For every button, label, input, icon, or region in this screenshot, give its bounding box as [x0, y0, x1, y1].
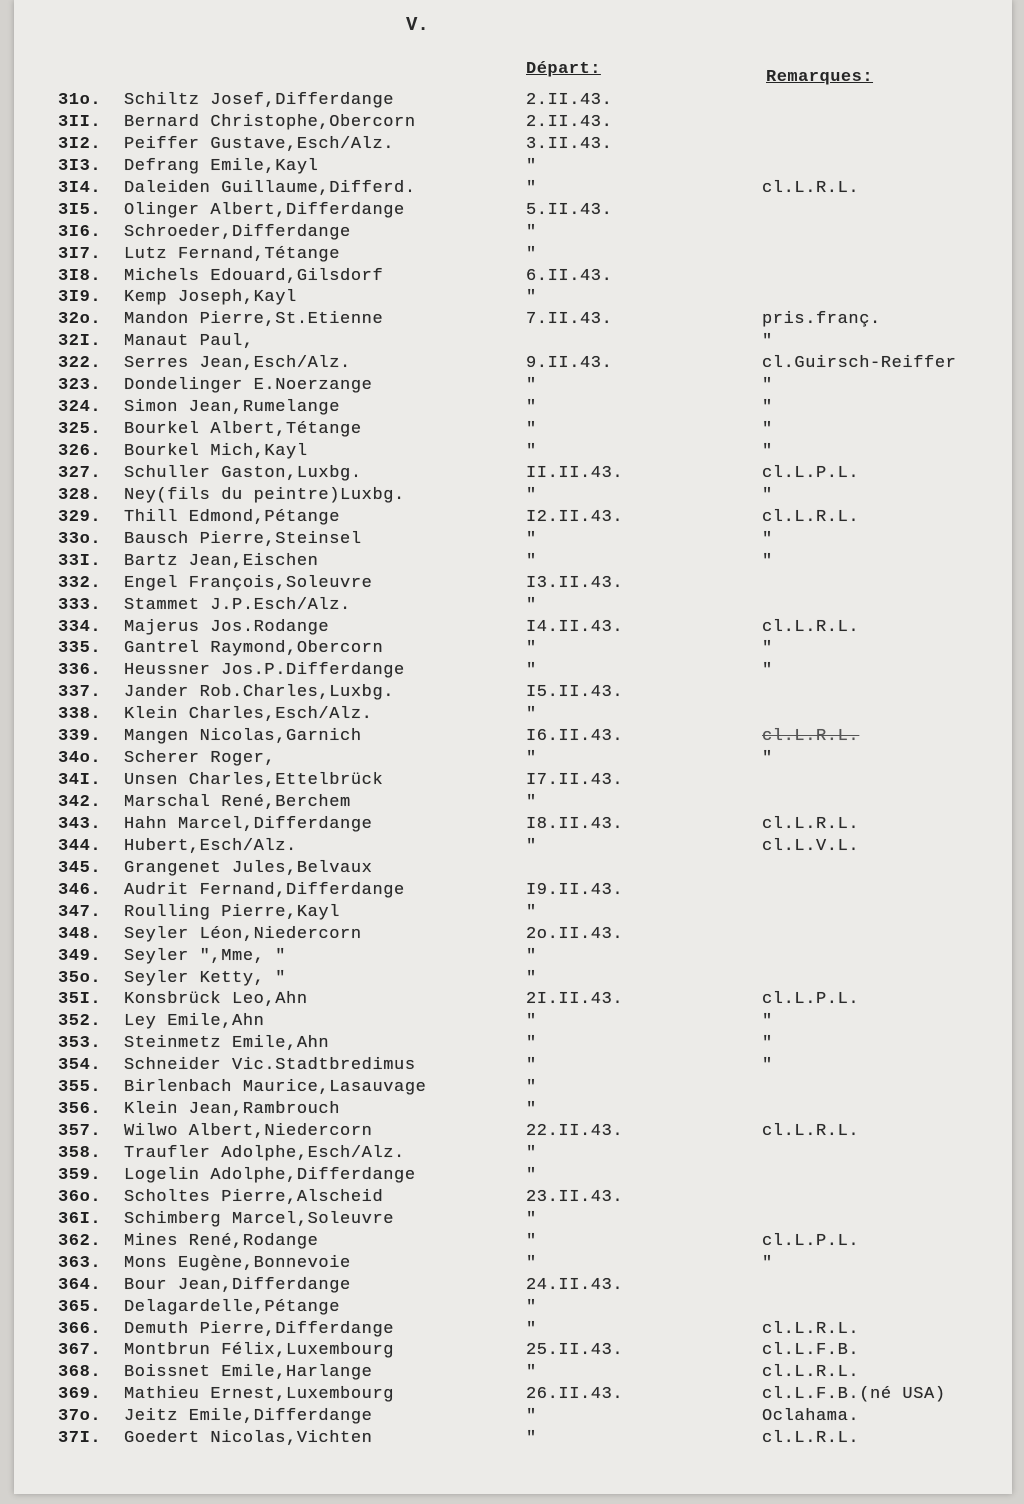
- entry-name: Schiltz Josef,Differdange: [124, 91, 395, 110]
- entry-departure-date: 3.II.43.: [526, 134, 613, 154]
- entry-departure-date: 2.II.43.: [526, 91, 613, 110]
- list-item: [14, 881, 1012, 903]
- entry-name: Lutz Fernand,Tétange: [124, 244, 341, 264]
- entry-number: 327.: [58, 463, 102, 483]
- entry-number: 353.: [58, 1034, 102, 1054]
- entries-list: [14, 91, 1012, 1451]
- entry-departure-date: ": [526, 1429, 537, 1449]
- entry-name: Kemp Joseph,Kayl: [124, 288, 297, 308]
- entry-name: Scholtes Pierre,Alscheid: [124, 1187, 384, 1207]
- list-item: [14, 420, 1012, 442]
- page-number: V.: [406, 14, 429, 36]
- entry-number: 3I9.: [58, 288, 102, 308]
- entry-remark: ": [762, 485, 773, 505]
- entry-number: 37o.: [58, 1407, 102, 1427]
- entry-name: Dondelinger E.Noerzange: [124, 376, 373, 396]
- entry-number: 3I8.: [58, 266, 102, 286]
- list-item: [14, 1144, 1012, 1166]
- entry-departure-date: I3.II.43.: [526, 573, 624, 593]
- list-item: [14, 267, 1012, 289]
- entry-departure-date: ": [526, 288, 537, 308]
- list-item: [14, 1385, 1012, 1407]
- entry-number: 31o.: [58, 91, 102, 110]
- list-item: [14, 1341, 1012, 1363]
- list-item: [14, 1254, 1012, 1276]
- entry-departure-date: I5.II.43.: [526, 683, 624, 703]
- entry-departure-date: 6.II.43.: [526, 266, 613, 286]
- entry-number: 3I3.: [58, 156, 102, 176]
- entry-number: 322.: [58, 354, 102, 374]
- entry-departure-date: ": [526, 902, 537, 922]
- entry-number: 34I.: [58, 771, 102, 791]
- entry-departure-date: ": [526, 1012, 537, 1032]
- entry-remark: ": [762, 551, 773, 571]
- column-header-depart: Départ:: [526, 60, 601, 79]
- entry-name: Bartz Jean,Eischen: [124, 551, 319, 571]
- entry-departure-date: ": [526, 1253, 537, 1273]
- entry-departure-date: II.II.43.: [526, 463, 624, 483]
- entry-departure-date: ": [526, 1078, 537, 1098]
- entry-remark: cl.L.R.L.: [762, 178, 860, 198]
- entry-number: 368.: [58, 1363, 102, 1383]
- list-item: [14, 1034, 1012, 1056]
- entry-number: 33I.: [58, 551, 102, 571]
- entry-number: 3II.: [58, 112, 102, 132]
- entry-number: 335.: [58, 639, 102, 659]
- entry-name: Stammet J.P.Esch/Alz.: [124, 595, 351, 615]
- entry-departure-date: I2.II.43.: [526, 507, 624, 527]
- entry-name: Audrit Fernand,Differdange: [124, 880, 405, 900]
- list-item: [14, 947, 1012, 969]
- entry-name: Hahn Marcel,Differdange: [124, 814, 373, 834]
- entry-name: Schuller Gaston,Luxbg.: [124, 463, 362, 483]
- list-item: [14, 354, 1012, 376]
- entry-name: Bernard Christophe,Obercorn: [124, 112, 416, 132]
- entry-name: Montbrun Félix,Luxembourg: [124, 1341, 395, 1361]
- entry-number: 363.: [58, 1253, 102, 1273]
- list-item: [14, 683, 1012, 705]
- entry-name: Olinger Albert,Differdange: [124, 200, 405, 220]
- entry-number: 338.: [58, 705, 102, 725]
- list-item: [14, 464, 1012, 486]
- entry-departure-date: 23.II.43.: [526, 1187, 624, 1207]
- entry-departure-date: ": [526, 156, 537, 176]
- entry-number: 367.: [58, 1341, 102, 1361]
- list-item: [14, 1188, 1012, 1210]
- entry-name: Majerus Jos.Rodange: [124, 617, 330, 637]
- entry-departure-date: ": [526, 639, 537, 659]
- list-item: [14, 1012, 1012, 1034]
- entry-departure-date: ": [526, 705, 537, 725]
- entry-departure-date: 25.II.43.: [526, 1341, 624, 1361]
- list-item: [14, 530, 1012, 552]
- list-item: [14, 1276, 1012, 1298]
- entry-number: 359.: [58, 1165, 102, 1185]
- list-item: [14, 1429, 1012, 1451]
- entry-departure-date: 9.II.43.: [526, 354, 613, 374]
- entry-number: 33o.: [58, 529, 102, 549]
- entry-remark: cl.L.R.L.: [762, 1122, 860, 1142]
- entry-name: Daleiden Guillaume,Differd.: [124, 178, 416, 198]
- entry-departure-date: ": [526, 1319, 537, 1339]
- entry-departure-date: ": [526, 836, 537, 856]
- entry-name: Ney(fils du peintre)Luxbg.: [124, 485, 405, 505]
- entry-name: Peiffer Gustave,Esch/Alz.: [124, 134, 395, 154]
- entry-number: 37I.: [58, 1429, 102, 1449]
- entry-remark: ": [762, 529, 773, 549]
- entry-remark: ": [762, 420, 773, 440]
- entry-departure-date: ": [526, 1231, 537, 1251]
- entry-name: Bourkel Albert,Tétange: [124, 420, 362, 440]
- entry-name: Simon Jean,Rumelange: [124, 398, 341, 418]
- entry-number: 355.: [58, 1078, 102, 1098]
- list-item: [14, 903, 1012, 925]
- list-item: [14, 1298, 1012, 1320]
- entry-name: Michels Edouard,Gilsdorf: [124, 266, 384, 286]
- list-item: [14, 1363, 1012, 1385]
- entry-number: 333.: [58, 595, 102, 615]
- entry-name: Boissnet Emile,Harlange: [124, 1363, 373, 1383]
- entry-remark: cl.L.R.L.: [762, 814, 860, 834]
- list-item: [14, 442, 1012, 464]
- entry-number: 3I7.: [58, 244, 102, 264]
- list-item: [14, 376, 1012, 398]
- entry-remark: cl.L.P.L.: [762, 990, 860, 1010]
- entry-name: Traufler Adolphe,Esch/Alz.: [124, 1144, 405, 1163]
- list-item: [14, 113, 1012, 135]
- entry-number: 349.: [58, 946, 102, 966]
- list-item: [14, 398, 1012, 420]
- entry-name: Mines René,Rodange: [124, 1231, 319, 1251]
- entry-departure-date: ": [526, 398, 537, 418]
- entry-number: 364.: [58, 1275, 102, 1295]
- entry-number: 345.: [58, 858, 102, 878]
- entry-remark: ": [762, 1253, 773, 1273]
- entry-departure-date: 26.II.43.: [526, 1385, 624, 1405]
- entry-name: Steinmetz Emile,Ahn: [124, 1034, 330, 1054]
- list-item: [14, 508, 1012, 530]
- entry-remark: Oclahama.: [762, 1407, 860, 1427]
- entry-name: Delagardelle,Pétange: [124, 1297, 341, 1317]
- entry-departure-date: ": [526, 442, 537, 461]
- list-item: [14, 639, 1012, 661]
- entry-departure-date: I9.II.43.: [526, 880, 624, 900]
- list-item: [14, 157, 1012, 179]
- entry-number: 362.: [58, 1231, 102, 1251]
- list-item: [14, 1166, 1012, 1188]
- entry-remark: ": [762, 332, 773, 352]
- entry-name: Thill Edmond,Pétange: [124, 507, 341, 527]
- entry-remark: cl.L.F.B.: [762, 1341, 860, 1361]
- list-item: [14, 486, 1012, 508]
- list-item: [14, 749, 1012, 771]
- entry-departure-date: ": [526, 244, 537, 264]
- list-item: [14, 618, 1012, 640]
- entry-name: Mangen Nicolas,Garnich: [124, 727, 362, 747]
- entry-number: 357.: [58, 1122, 102, 1142]
- entry-remark: ": [762, 398, 773, 418]
- list-item: [14, 574, 1012, 596]
- list-item: [14, 1232, 1012, 1254]
- list-item: [14, 837, 1012, 859]
- entry-departure-date: ": [526, 1165, 537, 1185]
- entry-remark: ": [762, 639, 773, 659]
- entry-remark: ": [762, 1012, 773, 1032]
- entry-remark: cl.L.F.B.(né USA): [762, 1385, 946, 1405]
- entry-name: Schroeder,Differdange: [124, 222, 351, 242]
- entry-departure-date: I6.II.43.: [526, 727, 624, 747]
- entry-departure-date: ": [526, 1100, 537, 1120]
- entry-number: 332.: [58, 573, 102, 593]
- entry-number: 3I4.: [58, 178, 102, 198]
- entry-departure-date: ": [526, 178, 537, 198]
- entry-name: Hubert,Esch/Alz.: [124, 836, 297, 856]
- entry-name: Klein Charles,Esch/Alz.: [124, 705, 373, 725]
- entry-number: 32o.: [58, 310, 102, 330]
- entry-name: Bourkel Mich,Kayl: [124, 442, 308, 461]
- entry-departure-date: 5.II.43.: [526, 200, 613, 220]
- list-item: [14, 771, 1012, 793]
- entry-number: 334.: [58, 617, 102, 637]
- entry-departure-date: 2I.II.43.: [526, 990, 624, 1010]
- list-item: [14, 925, 1012, 947]
- entry-departure-date: I8.II.43.: [526, 814, 624, 834]
- entry-departure-date: ": [526, 222, 537, 242]
- entry-name: Wilwo Albert,Niedercorn: [124, 1122, 373, 1142]
- list-item: [14, 705, 1012, 727]
- entry-number: 342.: [58, 793, 102, 812]
- entry-remark: cl.L.V.L.: [762, 836, 860, 856]
- entry-name: Schneider Vic.Stadtbredimus: [124, 1056, 416, 1076]
- entry-remark: cl.L.R.L.: [762, 617, 860, 637]
- entry-remark: ": [762, 749, 773, 769]
- entry-number: 366.: [58, 1319, 102, 1339]
- entry-name: Scherer Roger,: [124, 749, 276, 769]
- entry-remark: ": [762, 376, 773, 396]
- entry-number: 323.: [58, 376, 102, 396]
- entry-name: Bausch Pierre,Steinsel: [124, 529, 362, 549]
- entry-remark: cl.L.R.L.: [762, 507, 860, 527]
- entry-number: 343.: [58, 814, 102, 834]
- entry-name: Serres Jean,Esch/Alz.: [124, 354, 351, 374]
- list-item: [14, 179, 1012, 201]
- entry-departure-date: 2.II.43.: [526, 112, 613, 132]
- entry-name: Seyler Ketty, ": [124, 968, 287, 988]
- entry-number: 347.: [58, 902, 102, 922]
- entry-name: Schimberg Marcel,Soleuvre: [124, 1209, 395, 1229]
- entry-departure-date: ": [526, 420, 537, 440]
- entry-name: Jander Rob.Charles,Luxbg.: [124, 683, 395, 703]
- entry-name: Seyler ",Mme, ": [124, 946, 287, 966]
- list-item: [14, 552, 1012, 574]
- entry-name: Mathieu Ernest,Luxembourg: [124, 1385, 395, 1405]
- entry-name: Konsbrück Leo,Ahn: [124, 990, 308, 1010]
- list-item: [14, 1407, 1012, 1429]
- entry-departure-date: ": [526, 1407, 537, 1427]
- entry-name: Goedert Nicolas,Vichten: [124, 1429, 373, 1449]
- document-page: [14, 0, 1012, 1494]
- entry-name: Engel François,Soleuvre: [124, 573, 373, 593]
- entry-remark: cl.L.R.L.: [762, 727, 860, 747]
- entry-remark: ": [762, 442, 773, 461]
- entry-name: Ley Emile,Ahn: [124, 1012, 265, 1032]
- entry-number: 344.: [58, 836, 102, 856]
- entry-remark: cl.L.R.L.: [762, 1363, 860, 1383]
- entry-name: Seyler Léon,Niedercorn: [124, 924, 362, 944]
- entry-name: Manaut Paul,: [124, 332, 254, 352]
- entry-name: Bour Jean,Differdange: [124, 1275, 351, 1295]
- entry-number: 3I2.: [58, 134, 102, 154]
- entry-number: 35I.: [58, 990, 102, 1010]
- entry-name: Gantrel Raymond,Obercorn: [124, 639, 384, 659]
- entry-number: 36I.: [58, 1209, 102, 1229]
- list-item: [14, 245, 1012, 267]
- entry-remark: cl.L.R.L.: [762, 1429, 860, 1449]
- entry-departure-date: ": [526, 1297, 537, 1317]
- entry-name: Jeitz Emile,Differdange: [124, 1407, 373, 1427]
- entry-remark: cl.L.P.L.: [762, 463, 860, 483]
- entry-departure-date: ": [526, 529, 537, 549]
- list-item: [14, 815, 1012, 837]
- entry-departure-date: ": [526, 946, 537, 966]
- list-item: [14, 91, 1012, 113]
- entry-number: 348.: [58, 924, 102, 944]
- entry-name: Mons Eugène,Bonnevoie: [124, 1253, 351, 1273]
- entry-number: 35o.: [58, 968, 102, 988]
- entry-departure-date: I7.II.43.: [526, 771, 624, 791]
- list-item: [14, 1078, 1012, 1100]
- entry-name: Roulling Pierre,Kayl: [124, 902, 341, 922]
- entry-name: Grangenet Jules,Belvaux: [124, 858, 373, 878]
- entry-departure-date: ": [526, 551, 537, 571]
- entry-number: 354.: [58, 1056, 102, 1076]
- list-item: [14, 310, 1012, 332]
- list-item: [14, 859, 1012, 881]
- entry-number: 325.: [58, 420, 102, 440]
- entry-number: 34o.: [58, 749, 102, 769]
- entry-departure-date: 24.II.43.: [526, 1275, 624, 1295]
- column-header-remarques: Remarques:: [766, 68, 874, 87]
- entry-departure-date: I4.II.43.: [526, 617, 624, 637]
- list-item: [14, 223, 1012, 245]
- entry-number: 324.: [58, 398, 102, 418]
- entry-remark: ": [762, 1056, 773, 1076]
- entry-name: Demuth Pierre,Differdange: [124, 1319, 395, 1339]
- entry-number: 328.: [58, 485, 102, 505]
- entry-name: Marschal René,Berchem: [124, 793, 351, 812]
- list-item: [14, 969, 1012, 991]
- entry-departure-date: ": [526, 1034, 537, 1054]
- list-item: [14, 1122, 1012, 1144]
- list-item: [14, 727, 1012, 749]
- list-item: [14, 596, 1012, 618]
- entry-departure-date: ": [526, 485, 537, 505]
- entry-departure-date: 22.II.43.: [526, 1122, 624, 1142]
- entry-remark: cl.Guirsch-Reiffer: [762, 354, 957, 374]
- entry-number: 365.: [58, 1297, 102, 1317]
- list-item: [14, 1100, 1012, 1122]
- entry-number: 346.: [58, 880, 102, 900]
- list-item: [14, 661, 1012, 683]
- list-item: [14, 332, 1012, 354]
- entry-number: 356.: [58, 1100, 102, 1120]
- list-item: [14, 1320, 1012, 1342]
- entry-departure-date: ": [526, 376, 537, 396]
- entry-departure-date: ": [526, 1056, 537, 1076]
- entry-number: 32I.: [58, 332, 102, 352]
- entry-name: Klein Jean,Rambrouch: [124, 1100, 341, 1120]
- entry-number: 336.: [58, 661, 102, 681]
- entry-departure-date: 7.II.43.: [526, 310, 613, 330]
- entry-remark: pris.franç.: [762, 310, 881, 330]
- entry-departure-date: ": [526, 595, 537, 615]
- list-item: [14, 1056, 1012, 1078]
- entry-name: Heussner Jos.P.Differdange: [124, 661, 405, 681]
- entry-number: 3I5.: [58, 200, 102, 220]
- entry-departure-date: ": [526, 1363, 537, 1383]
- entry-name: Unsen Charles,Ettelbrück: [124, 771, 384, 791]
- entry-departure-date: ": [526, 793, 537, 812]
- list-item: [14, 135, 1012, 157]
- entry-remark: cl.L.P.L.: [762, 1231, 860, 1251]
- entry-departure-date: ": [526, 1209, 537, 1229]
- list-item: [14, 288, 1012, 310]
- entry-departure-date: ": [526, 1144, 537, 1163]
- entry-number: 36o.: [58, 1187, 102, 1207]
- entry-number: 358.: [58, 1144, 102, 1163]
- list-item: [14, 990, 1012, 1012]
- list-item: [14, 793, 1012, 815]
- entry-number: 352.: [58, 1012, 102, 1032]
- list-item: [14, 201, 1012, 223]
- entry-remark: cl.L.R.L.: [762, 1319, 860, 1339]
- entry-remark: ": [762, 1034, 773, 1054]
- entry-departure-date: 2o.II.43.: [526, 924, 624, 944]
- entry-name: Mandon Pierre,St.Etienne: [124, 310, 384, 330]
- entry-number: 329.: [58, 507, 102, 527]
- entry-departure-date: ": [526, 968, 537, 988]
- entry-number: 326.: [58, 442, 102, 461]
- entry-name: Birlenbach Maurice,Lasauvage: [124, 1078, 427, 1098]
- entry-departure-date: ": [526, 661, 537, 681]
- entry-departure-date: ": [526, 749, 537, 769]
- entry-remark: ": [762, 661, 773, 681]
- entry-number: 3I6.: [58, 222, 102, 242]
- entry-number: 339.: [58, 727, 102, 747]
- entry-name: Logelin Adolphe,Differdange: [124, 1165, 416, 1185]
- entry-number: 369.: [58, 1385, 102, 1405]
- entry-number: 337.: [58, 683, 102, 703]
- entry-name: Defrang Emile,Kayl: [124, 156, 319, 176]
- list-item: [14, 1210, 1012, 1232]
